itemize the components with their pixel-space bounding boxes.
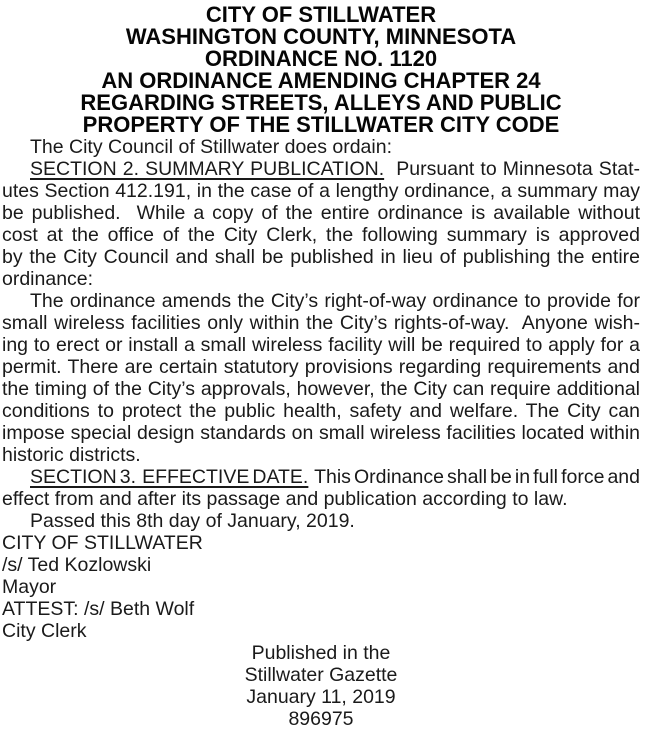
body-line (2, 224, 640, 246)
underlined-section-heading: SECTION 3. EFFECTIVE DATE. (30, 466, 309, 488)
summary-paragraph-line (2, 290, 640, 312)
body-line (2, 400, 640, 422)
header-line (2, 92, 640, 114)
body-line (2, 334, 640, 356)
header-line (2, 26, 640, 48)
text-segment: PROPERTY OF THE STILLWATER CITY CODE (82, 114, 560, 136)
text-segment: ing to erect or install a small wireless facility will be required to apply for a (2, 334, 640, 356)
header-line (2, 114, 640, 136)
text-segment: Published in the (251, 642, 391, 664)
body-line (2, 422, 640, 444)
text-segment: The ordinance amends the City’s right-of-way ordinance to provide for (30, 290, 640, 312)
text-segment: Passed this 8th day of January, 2019. (30, 510, 355, 532)
header-line (2, 70, 640, 92)
text-segment: WASHINGTON COUNTY, MINNESOTA (125, 26, 517, 48)
text-segment: utes Section 412.191, in the case of a lengthy ordinance, a summary may (2, 180, 640, 202)
attest-signature-line (2, 598, 640, 620)
clerk-title-line (2, 620, 640, 642)
text-segment: ordinance: (2, 268, 94, 290)
body-line (2, 246, 640, 268)
text-segment: cost at the office of the City Clerk, the following summary is approved (2, 224, 640, 246)
body-line (2, 312, 640, 334)
body-line (2, 356, 640, 378)
ordain-line (2, 136, 640, 158)
text-segment: the timing of the City’s approvals, however, the City can require additional (2, 378, 640, 400)
passed-date-line (2, 510, 640, 532)
underlined-section-heading: SECTION 2. SUMMARY PUBLICATION. (30, 158, 385, 180)
text-segment: Pursuant to Minnesota Stat- (384, 158, 640, 180)
body-line (2, 378, 640, 400)
notice-footer (2, 642, 640, 730)
text-segment: ATTEST: /s/ Beth Wolf (2, 598, 195, 620)
text-segment: City Clerk (2, 620, 87, 642)
signature-entity-line (2, 532, 640, 554)
body-line (2, 180, 640, 202)
text-segment: small wireless facilities only within the City’s rights-of-way. Anyone wish- (2, 312, 640, 334)
text-segment: This Ordinance shall be in full force and (308, 466, 640, 488)
text-segment: historic districts. (2, 444, 141, 466)
text-segment: January 11, 2019 (246, 686, 396, 708)
text-segment: effect from and after its passage and publication according to law. (2, 488, 568, 510)
text-segment: REGARDING STREETS, ALLEYS AND PUBLIC (80, 92, 562, 114)
body-line (2, 488, 640, 510)
body-line (2, 444, 640, 466)
text-segment: ORDINANCE NO. 1120 (204, 48, 438, 70)
notice-number-line (2, 708, 640, 730)
text-segment: conditions to protect the public health, safety and welfare. The City can (2, 400, 640, 422)
text-segment: 896975 (288, 708, 354, 730)
mayor-signature-line (2, 554, 640, 576)
notice-header (2, 4, 640, 136)
text-segment: CITY OF STILLWATER (2, 532, 203, 554)
text-segment: by the City Council and shall be published in lieu of publishing the entire (2, 246, 640, 268)
section3-heading-line (2, 466, 640, 488)
header-line (2, 4, 640, 26)
notice-body (2, 136, 640, 642)
text-segment: CITY OF STILLWATER (205, 4, 437, 26)
text-segment: impose special design standards on small wireless facilities located within (2, 422, 640, 444)
text-segment: The City Council of Stillwater does ordain: (30, 136, 392, 158)
publication-date-line (2, 686, 640, 708)
header-line (2, 48, 640, 70)
gazette-name-line (2, 664, 640, 686)
text-segment: be published. While a copy of the entire ordinance is available without (2, 202, 640, 224)
text-segment: /s/ Ted Kozlowski (2, 554, 152, 576)
section2-heading-line (2, 158, 640, 180)
text-segment: permit. There are certain statutory provisions regarding requirements and (2, 356, 640, 378)
mayor-title-line (2, 576, 640, 598)
published-in-line (2, 642, 640, 664)
body-line (2, 202, 640, 224)
text-segment: AN ORDINANCE AMENDING CHAPTER 24 (101, 70, 541, 92)
text-segment: Stillwater Gazette (244, 664, 398, 686)
text-segment: Mayor (2, 576, 57, 598)
body-line (2, 268, 640, 290)
